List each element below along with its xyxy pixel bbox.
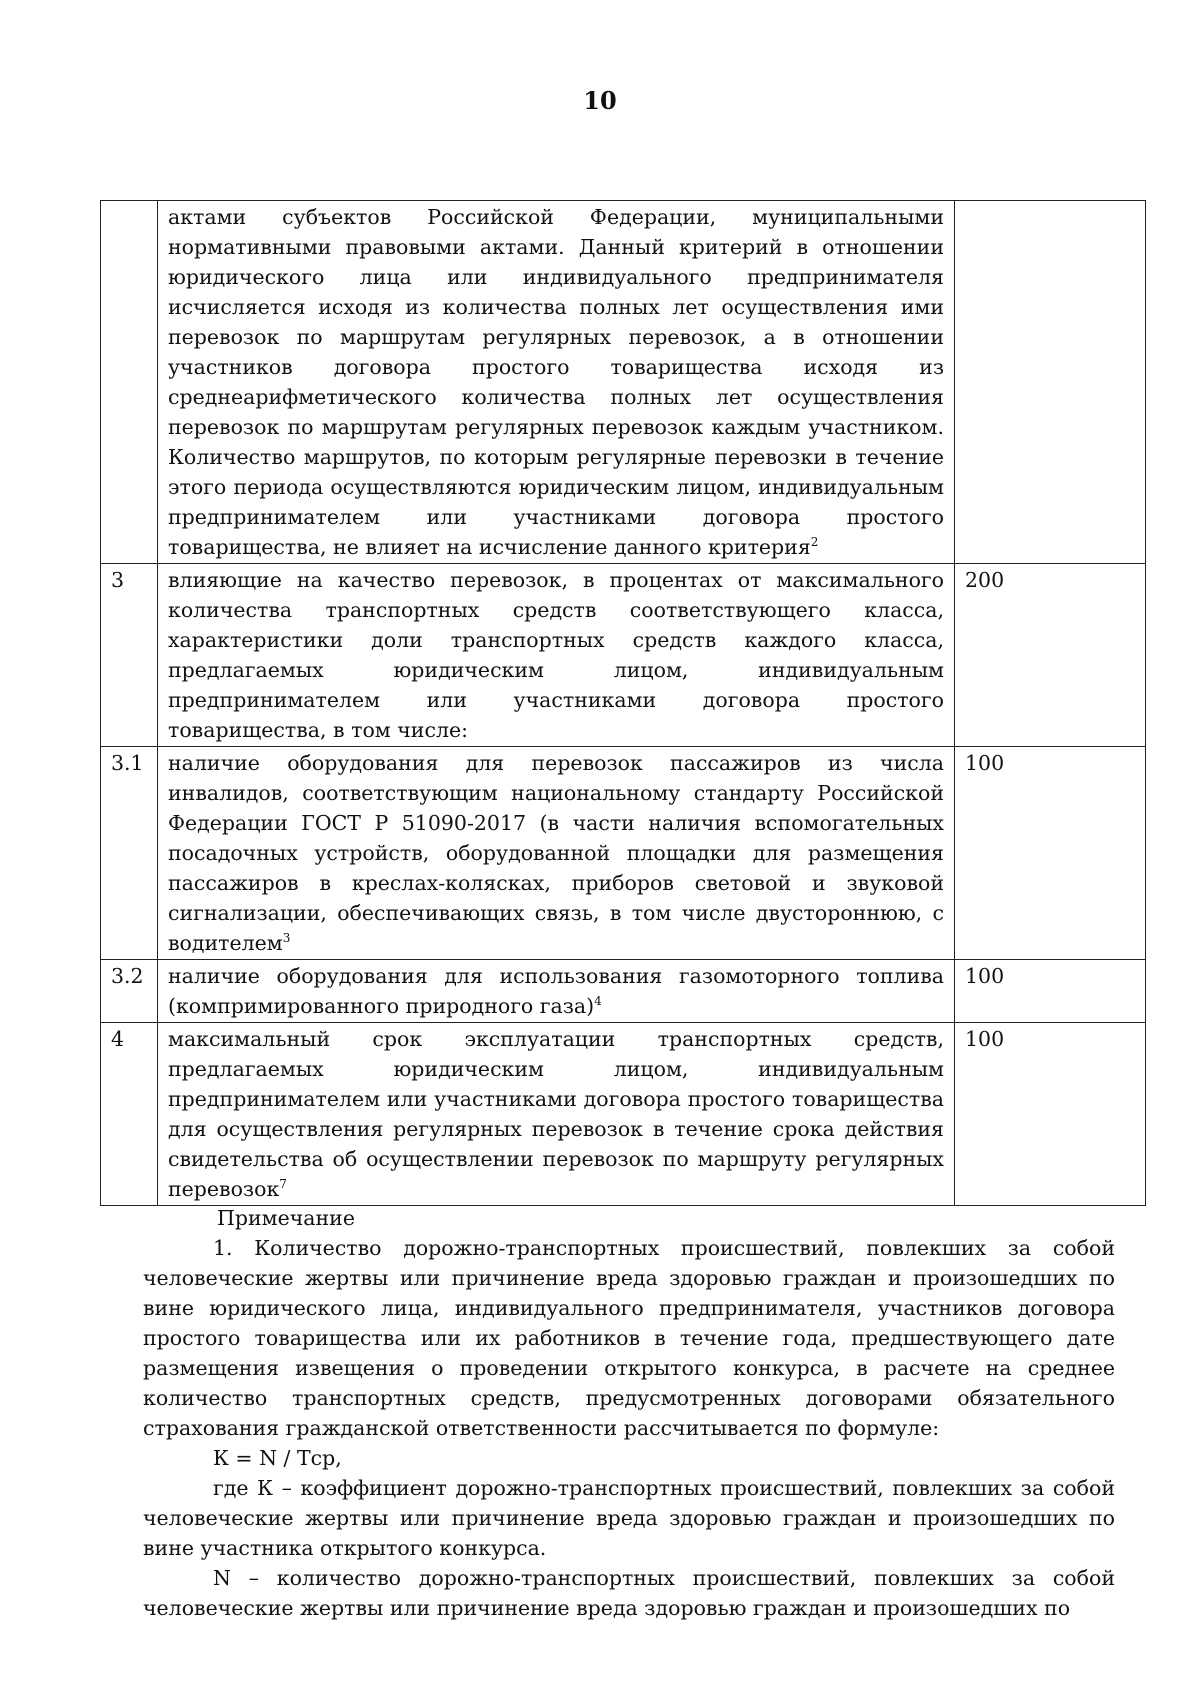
formula: К = N / Тср, <box>213 1446 342 1470</box>
row-points: 100 <box>955 747 1146 960</box>
row-number: 3.2 <box>101 960 158 1023</box>
row-points: 100 <box>955 960 1146 1023</box>
row-number: 3 <box>101 564 158 747</box>
notes-section <box>143 1203 1115 1623</box>
row-description: актами субъектов Российской Федерации, муниципальными нормативными правовыми актами. Данный критерий в отношении юридического лица или индивидуального предпринимателя исчисляется исходя из количества полных лет осуществления ими перевозок по маршрутам регулярных перевозок, а в отношении участников договора простого товарищества исходя из среднеарифметического количества полных лет осуществления перевозок по маршрутам регулярных перевозок каждым участником. Количество маршрутов, по которым регулярные перевозки в течение этого периода осуществляются юридическим лицом, индивидуальным предпринимателем или участниками договора простого товарищества, не влияет на исчисление данного критерия$^2$ <box>158 201 955 564</box>
row-number: 4 <box>101 1023 158 1206</box>
table-row <box>101 201 1146 564</box>
row-description: максимальный срок эксплуатации транспортных средств, предлагаемых юридическим лицом, индивидуальным предпринимателем или участниками договора простого товарищества для осуществления регулярных перевозок в течение срока действия свидетельства об осуществлении перевозок по маршруту регулярных перевозок$^7$ <box>158 1023 955 1206</box>
criteria-table <box>100 200 1146 1206</box>
row-description: влияющие на качество перевозок, в процентах от максимального количества транспортных средств соответствующего класса, характеристики доли транспортных средств каждого класса, предлагаемых юридическим лицом, индивидуальным предпринимателем или участниками договора простого товарищества, в том числе: <box>158 564 955 747</box>
row-points: 100 <box>955 1023 1146 1206</box>
note-paragraph: N – количество дорожно-транспортных происшествий, повлекших за собой человеческие жертвы или причинение вреда здоровью граждан и произошедших по <box>143 1566 1115 1620</box>
note-paragraph: где К – коэффициент дорожно-транспортных происшествий, повлекших за собой человеческие жертвы или причинение вреда здоровью граждан и произошедших по вине участника открытого конкурса. <box>143 1476 1115 1560</box>
page-number: 10 <box>583 86 617 115</box>
footnote-mark: 2 <box>810 535 819 550</box>
footnote-mark: 3 <box>282 931 291 946</box>
notes-heading: Примечание <box>217 1206 355 1230</box>
row-points: 200 <box>955 564 1146 747</box>
row-description: наличие оборудования для использования газомоторного топлива (компримированного природного газа)$^4$ <box>158 960 955 1023</box>
footnote-mark: 4 <box>594 994 602 1009</box>
row-number: 3.1 <box>101 747 158 960</box>
row-description: наличие оборудования для перевозок пассажиров из числа инвалидов, соответствующим национальному стандарту Российской Федерации ГОСТ Р 51090-2017 (в части наличия вспомогательных посадочных устройств, оборудованной площадки для размещения пассажиров в креслах-колясках, приборов световой и звуковой сигнализации, обеспечивающих связь, в том числе двустороннюю, с водителем$^3$ <box>158 747 955 960</box>
row-number <box>101 201 158 564</box>
table-row <box>101 1023 1146 1206</box>
table-row <box>101 747 1146 960</box>
footnote-mark: 7 <box>279 1177 287 1192</box>
table-row <box>101 960 1146 1023</box>
row-points <box>955 201 1146 564</box>
note-paragraph: 1. Количество дорожно-транспортных происшествий, повлекших за собой человеческие жертвы или причинение вреда здоровью граждан и произошедших по вине юридического лица, индивидуального предпринимателя, участников договора простого товарищества или их работников в течение года, предшествующего дате размещения извещения о проведении открытого конкурса, в расчете на среднее количество транспортных средств, предусмотренных договорами обязательного страхования гражданской ответственности рассчитывается по формуле: <box>143 1236 1115 1440</box>
table-row <box>101 564 1146 747</box>
